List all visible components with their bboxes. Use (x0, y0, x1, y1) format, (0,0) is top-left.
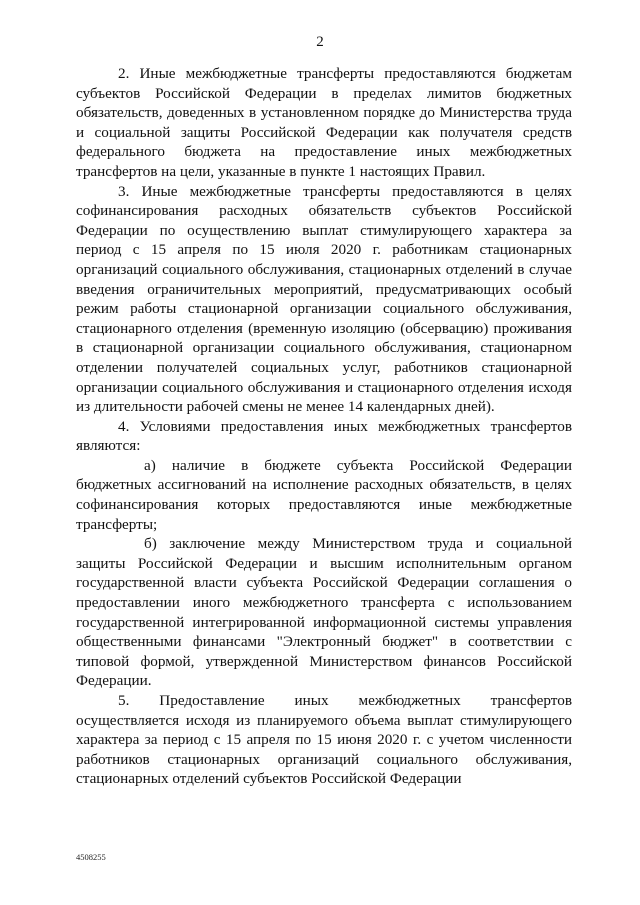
subparagraph-a: а) наличие в бюджете субъекта Российской Федерации бюджетных ассигнований на исполнение расходных обязательств, в целях софинансирования которых предоставляются иные межбюджетные трансферты; (76, 456, 572, 533)
document-body (76, 64, 572, 789)
page-number: 2 (316, 34, 324, 50)
paragraph-3: 3. Иные межбюджетные трансферты предоставляются в целях софинансирования расходных обязательств субъектов Российской Федерации по осуществлению выплат стимулирующего характера за период с 15 апреля по 15 июля 2020 г. работникам стационарных организаций социального обслуживания, стационарных отделений в случае введения ограничительных мероприятий, предусматривающих особый режим работы стационарной организации социального обслуживания, стационарного отделения (временную изоляцию (обсервацию) проживания в стационарной организации социального обслуживания, стационарном отделении получателей социальных услуг, работников стационарной организации социального обслуживания и стационарного отделения исходя из длительности рабочей смены не менее 14 календарных дней). (76, 182, 572, 416)
subparagraph-b: б) заключение между Министерством труда и социальной защиты Российской Федерации и высшим исполнительным органом государственной власти субъекта Российской Федерации соглашения о предоставлении иного межбюджетного трансферта с использованием государственной интегрированной информационной системы управления общественными финансами "Электронный бюджет" в соответствии с типовой формой, утвержденной Министерством финансов Российской Федерации. (76, 535, 572, 690)
paragraph-2: 2. Иные межбюджетные трансферты предоставляются бюджетам субъектов Российской Федерации в пределах лимитов бюджетных обязательств, доведенных в установленном порядке до Министерства труда и социальной защиты Российской Федерации как получателя средств федерального бюджета на предоставление иных межбюджетных трансфертов на цели, указанные в пункте 1 настоящих Правил. (76, 65, 572, 180)
paragraph-4: 4. Условиями предоставления иных межбюджетных трансфертов являются: (76, 417, 572, 455)
paragraph-5: 5. Предоставление иных межбюджетных трансфертов осуществляется исходя из планируемого объема выплат стимулирующего характера за период с 15 апреля по 15 июня 2020 г. с учетом численности работников стационарных организаций социального обслуживания, стационарных отделений субъектов Российской Федерации (76, 692, 572, 788)
document-code: 4508255 (76, 852, 106, 862)
